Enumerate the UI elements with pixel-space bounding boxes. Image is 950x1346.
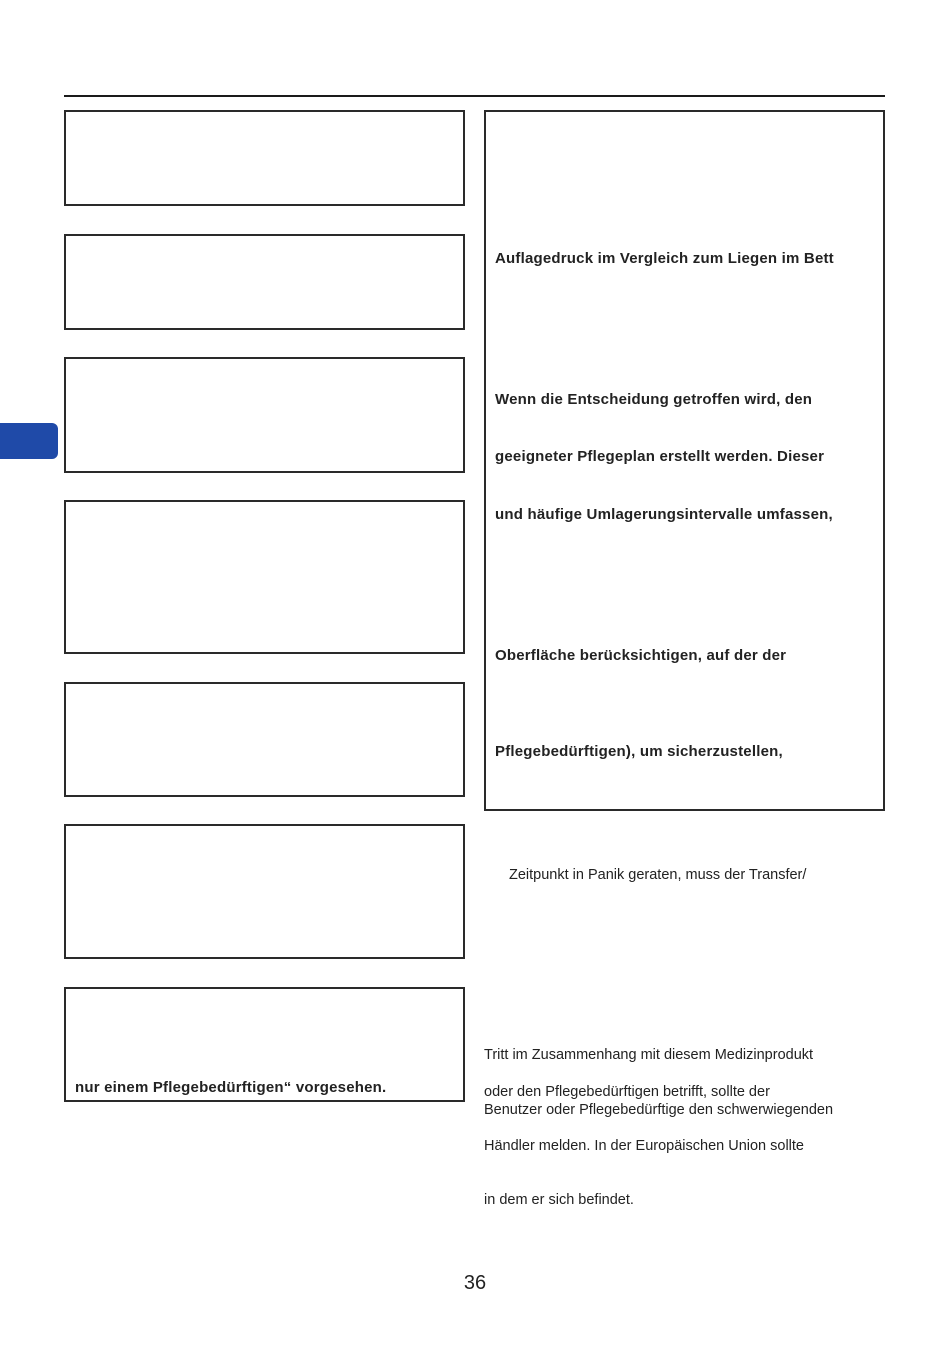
right-box-line-1: Auflagedruck im Vergleich zum Liegen im Bett bbox=[495, 250, 834, 267]
left-box-4 bbox=[64, 500, 465, 654]
right-box-line-5: Oberfläche berücksichtigen, auf der der bbox=[495, 647, 787, 664]
left-box-5 bbox=[64, 682, 465, 797]
page-number: 36 bbox=[463, 1272, 487, 1294]
left-box-6 bbox=[64, 824, 465, 959]
panic-text: Zeitpunkt in Panik geraten, muss der Transfer/ bbox=[509, 867, 807, 883]
left-box-7 bbox=[64, 987, 465, 1102]
incident-line-2: oder den Pflegebedürftigen betrifft, sollte der bbox=[484, 1084, 770, 1100]
incident-line-1: Tritt im Zusammenhang mit diesem Medizinprodukt bbox=[484, 1047, 814, 1063]
section-side-tab bbox=[0, 423, 58, 459]
right-box-line-2: Wenn die Entscheidung getroffen wird, den bbox=[495, 391, 813, 408]
left-box-1 bbox=[64, 110, 465, 206]
header-rule bbox=[64, 95, 885, 97]
incident-line-5: in dem er sich befindet. bbox=[484, 1192, 634, 1208]
left-box-2 bbox=[64, 234, 465, 330]
left-box-3 bbox=[64, 357, 465, 473]
right-box-line-6: Pflegebedürftigen), um sicherzustellen, bbox=[495, 743, 783, 760]
left-box-7-text: nur einem Pflegebedürftigen“ vorgesehen. bbox=[75, 1079, 387, 1096]
right-box-line-3: geeigneter Pflegeplan erstellt werden. Dieser bbox=[495, 448, 825, 465]
incident-line-3: Benutzer oder Pflegebedürftige den schwerwiegenden bbox=[484, 1102, 834, 1118]
incident-line-4: Händler melden. In der Europäischen Union sollte bbox=[484, 1138, 804, 1154]
right-box bbox=[484, 110, 885, 811]
right-box-line-4: und häufige Umlagerungsintervalle umfassen, bbox=[495, 506, 833, 523]
